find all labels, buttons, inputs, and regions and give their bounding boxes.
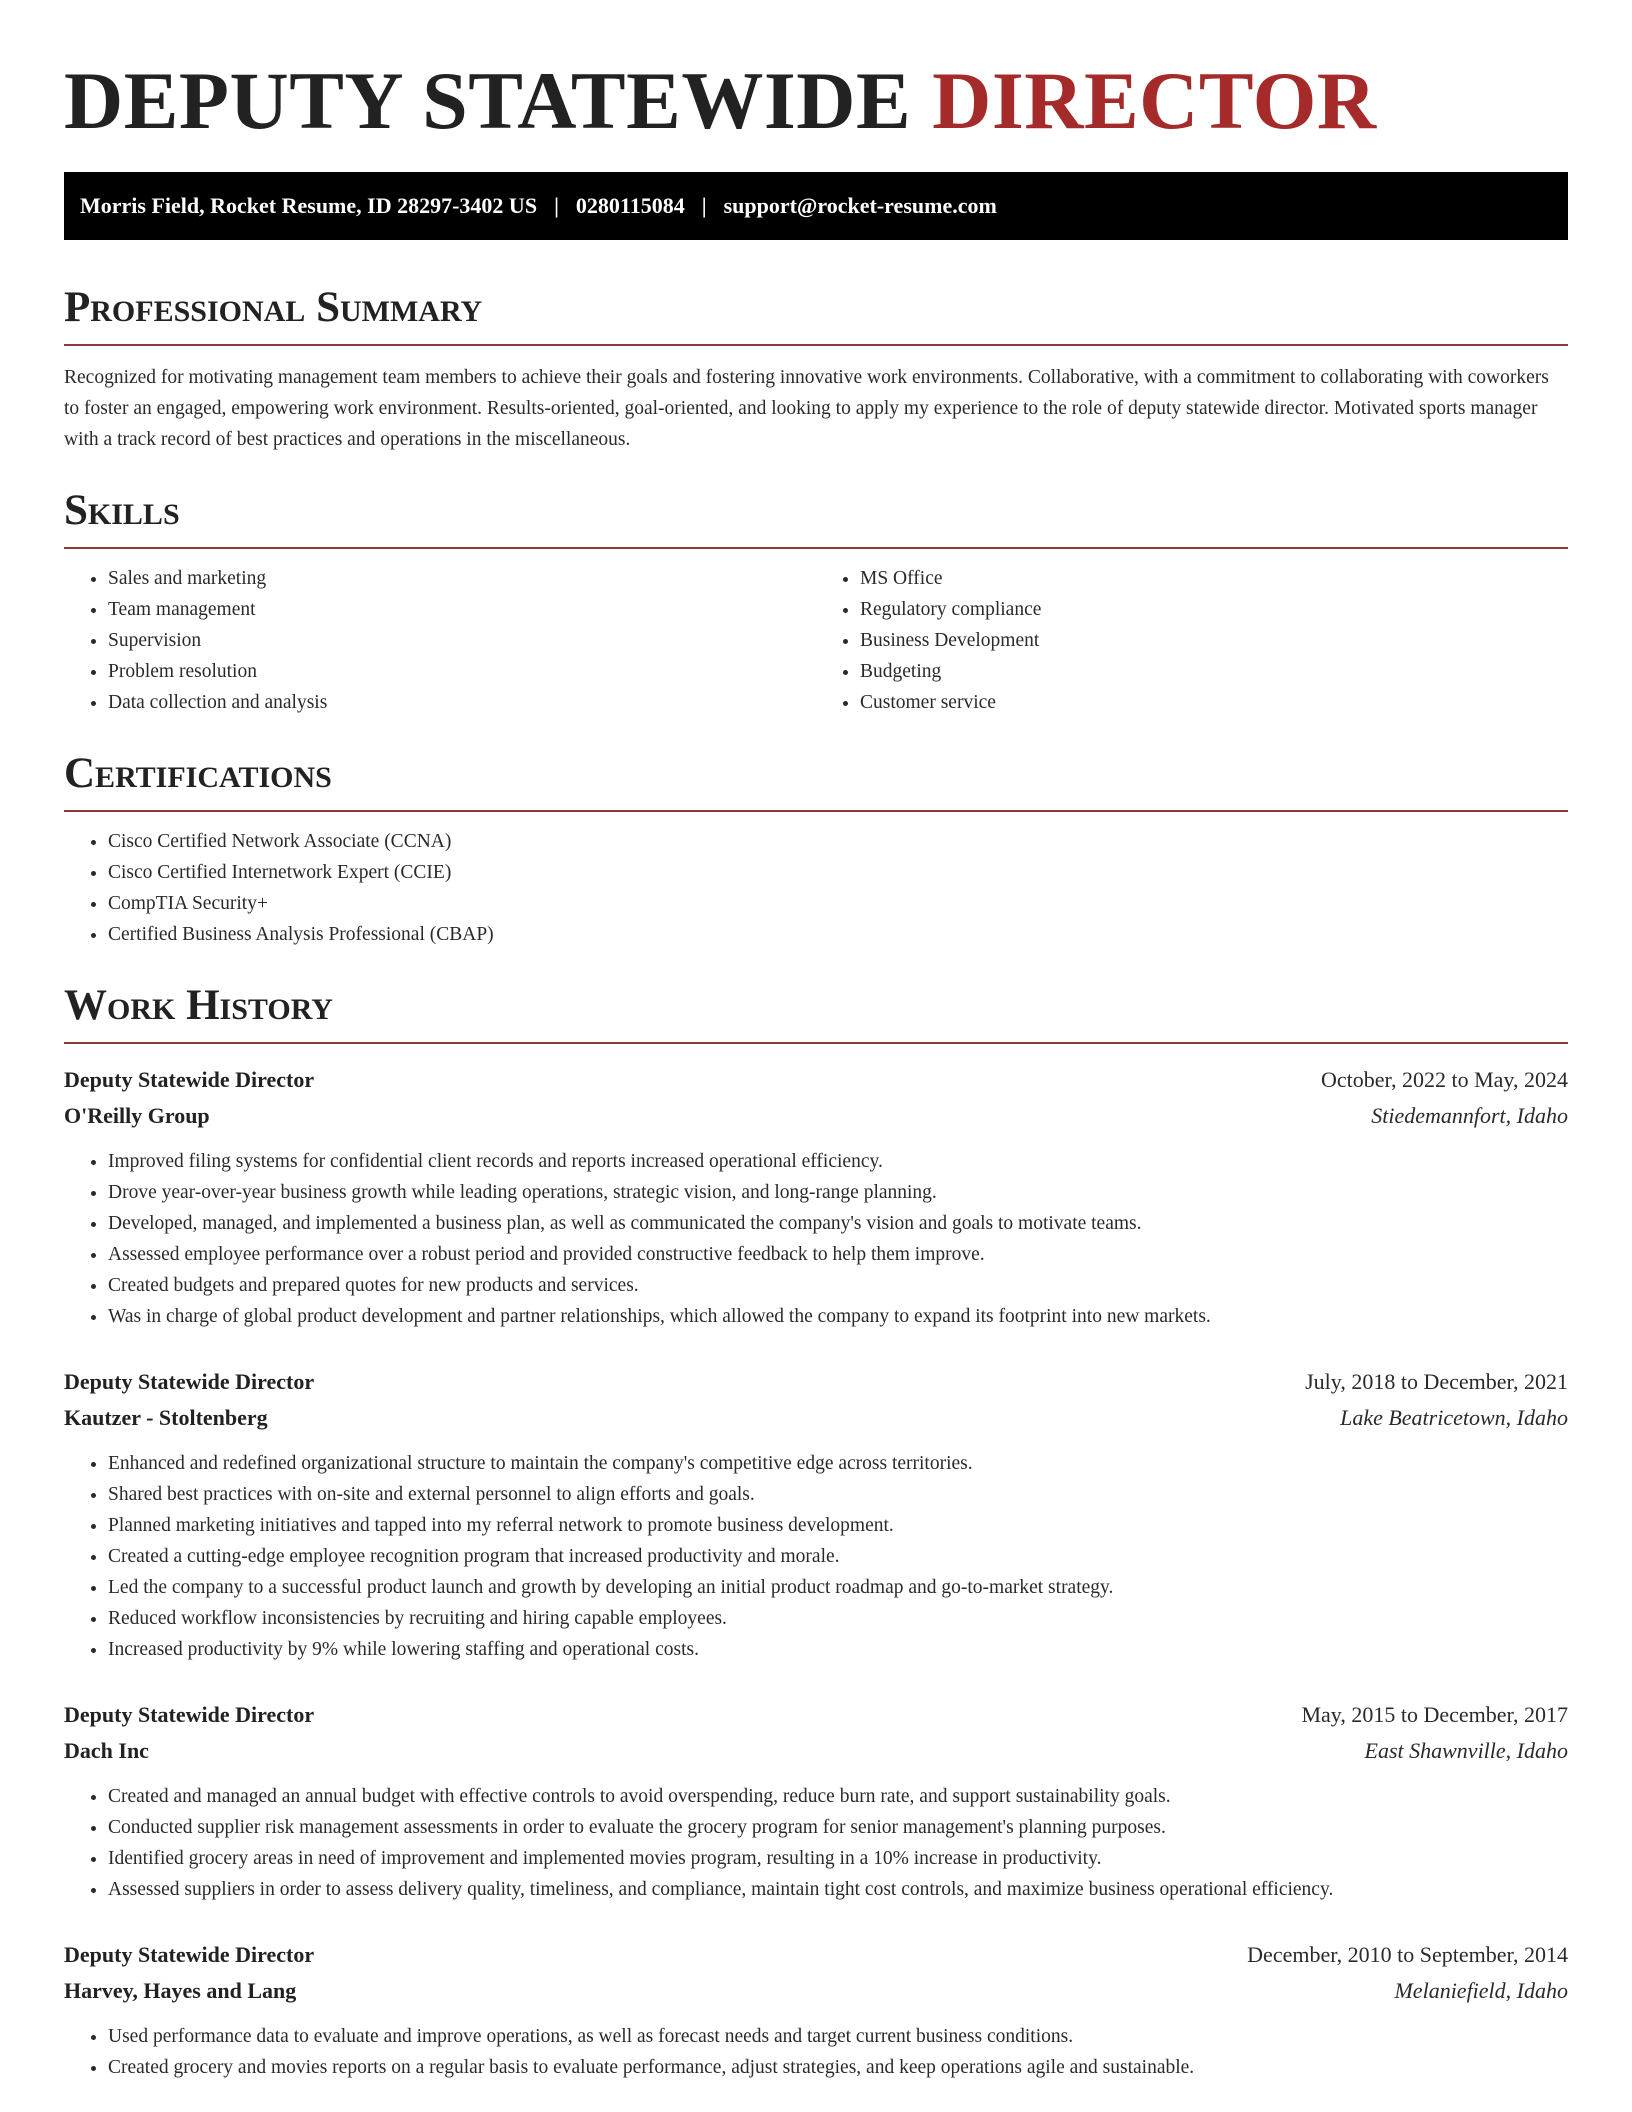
summary-section xyxy=(64,286,1568,455)
job-bullet: • Enhanced and redefined organizational structure to maintain the company's competitive edge across territories. xyxy=(108,1448,1568,1479)
job-bullet: • Used performance data to evaluate and improve operations, as well as forecast needs and target current business conditions. xyxy=(108,2021,1568,2052)
skill-item: • Regulatory compliance xyxy=(860,594,1568,625)
resume-title xyxy=(64,55,1568,146)
job-company: O'Reilly Group xyxy=(64,1103,210,1128)
skill-item: • Budgeting xyxy=(860,656,1568,687)
contact-separator: | xyxy=(701,193,707,218)
job-bullet: • Planned marketing initiatives and tapped into my referral network to promote business development. xyxy=(108,1510,1568,1541)
job-bullets xyxy=(64,1146,1568,1332)
contact-separator: | xyxy=(554,193,559,218)
contact-email: support@rocket-resume.com xyxy=(723,193,997,218)
job-entry xyxy=(64,1937,1568,2083)
skill-item: • MS Office xyxy=(860,563,1568,594)
job-bullet: • Led the company to a successful product launch and growth by developing an initial product roadmap and go-to-market strategy. xyxy=(108,1572,1568,1603)
job-entry xyxy=(64,1062,1568,1332)
job-bullet: • Created grocery and movies reports on a regular basis to evaluate performance, adjust strategies, and keep operations agile and sustainable. xyxy=(108,2052,1568,2083)
job-title: Deputy Statewide Director xyxy=(64,1369,315,1394)
job-bullet: • Created budgets and prepared quotes for new products and services. xyxy=(108,1270,1568,1301)
section-divider xyxy=(64,810,1568,812)
job-title-row xyxy=(64,1364,1568,1400)
contact-address: Morris Field, Rocket Resume, ID 28297-3402 US xyxy=(80,193,538,218)
work-history-section xyxy=(64,984,1568,2083)
job-company-row xyxy=(64,1098,1568,1134)
job-location: Melaniefield, Idaho xyxy=(1394,1978,1568,2003)
skill-item: • Sales and marketing xyxy=(108,563,816,594)
certification-item: • CompTIA Security+ xyxy=(108,888,1568,919)
job-title-row xyxy=(64,1937,1568,1973)
title-main: DEPUTY STATEWIDE xyxy=(64,55,912,146)
title-accent: DIRECTOR xyxy=(932,55,1377,146)
job-bullet: • Increased productivity by 9% while lowering staffing and operational costs. xyxy=(108,1634,1568,1665)
section-heading-summary: Professional Summary xyxy=(64,284,483,331)
job-bullet: • Improved filing systems for confidential client records and reports increased operational efficiency. xyxy=(108,1146,1568,1177)
summary-text: Recognized for motivating management team members to achieve their goals and fostering innovative work environments. Collaborative, with a commitment to collaborating with coworkers to foster an engaged, empowering work environment. Results-oriented, goal-oriented, and looking to apply my experience to the role of deputy statewide director. Motivated sports manager with a track record of best practices and operations in the miscellaneous. xyxy=(64,367,1549,450)
skills-section xyxy=(64,489,1568,718)
job-bullet: • Shared best practices with on-site and external personnel to align efforts and goals. xyxy=(108,1479,1568,1510)
section-heading-certifications: Certifications xyxy=(64,750,332,797)
job-bullets xyxy=(64,2021,1568,2083)
job-entry xyxy=(64,1364,1568,1665)
job-bullets xyxy=(64,1448,1568,1665)
section-divider xyxy=(64,344,1568,346)
certification-item: • Cisco Certified Internetwork Expert (CCIE) xyxy=(108,857,1568,888)
job-title-row xyxy=(64,1697,1568,1733)
job-title-row xyxy=(64,1062,1568,1098)
job-dates: May, 2015 to December, 2017 xyxy=(1301,1702,1568,1727)
section-heading-skills: Skills xyxy=(64,487,180,534)
job-entry xyxy=(64,1697,1568,1905)
job-title: Deputy Statewide Director xyxy=(64,1942,315,1967)
section-heading-work-history: Work History xyxy=(64,982,333,1029)
job-dates: October, 2022 to May, 2024 xyxy=(1321,1067,1568,1092)
skills-grid xyxy=(64,563,1568,718)
skill-item: • Problem resolution xyxy=(108,656,816,687)
job-title: Deputy Statewide Director xyxy=(64,1067,315,1092)
job-location: Lake Beatricetown, Idaho xyxy=(1340,1405,1568,1430)
contact-bar xyxy=(64,172,1568,240)
job-location: East Shawnville, Idaho xyxy=(1364,1738,1568,1763)
contact-phone: 0280115084 xyxy=(575,193,685,218)
job-company-row xyxy=(64,1733,1568,1769)
skills-list-right xyxy=(816,563,1568,718)
job-dates: December, 2010 to September, 2014 xyxy=(1247,1942,1568,1967)
job-bullet: • Developed, managed, and implemented a business plan, as well as communicated the company's vision and goals to motivate teams. xyxy=(108,1208,1568,1239)
job-bullet: • Assessed suppliers in order to assess delivery quality, timeliness, and compliance, maintain tight cost controls, and maximize business operational efficiency. xyxy=(108,1874,1568,1905)
skills-list-left xyxy=(64,563,816,718)
skill-item: • Team management xyxy=(108,594,816,625)
skill-item: • Business Development xyxy=(860,625,1568,656)
skill-item: • Supervision xyxy=(108,625,816,656)
job-bullets xyxy=(64,1781,1568,1905)
job-dates: July, 2018 to December, 2021 xyxy=(1305,1369,1568,1394)
certifications-list xyxy=(64,826,1568,950)
job-location: Stiedemannfort, Idaho xyxy=(1371,1103,1568,1128)
skill-item: • Customer service xyxy=(860,687,1568,718)
job-bullet: • Reduced workflow inconsistencies by recruiting and hiring capable employees. xyxy=(108,1603,1568,1634)
job-company-row xyxy=(64,1400,1568,1436)
job-bullet: • Assessed employee performance over a robust period and provided constructive feedback to help them improve. xyxy=(108,1239,1568,1270)
job-bullet: • Created a cutting-edge employee recognition program that increased productivity and morale. xyxy=(108,1541,1568,1572)
section-divider xyxy=(64,1042,1568,1044)
job-bullet: • Conducted supplier risk management assessments in order to evaluate the grocery program for senior management's planning purposes. xyxy=(108,1812,1568,1843)
job-title: Deputy Statewide Director xyxy=(64,1702,315,1727)
job-bullet: • Was in charge of global product development and partner relationships, which allowed the company to expand its footprint into new markets. xyxy=(108,1301,1568,1332)
certifications-section xyxy=(64,752,1568,950)
job-bullet: • Created and managed an annual budget with effective controls to avoid overspending, reduce burn rate, and support sustainability goals. xyxy=(108,1781,1568,1812)
job-company: Kautzer - Stoltenberg xyxy=(64,1405,268,1430)
skill-item: • Data collection and analysis xyxy=(108,687,816,718)
job-bullet: • Drove year-over-year business growth while leading operations, strategic vision, and long-range planning. xyxy=(108,1177,1568,1208)
certification-item: • Certified Business Analysis Professional (CBAP) xyxy=(108,919,1568,950)
job-company: Harvey, Hayes and Lang xyxy=(64,1978,297,2003)
section-divider xyxy=(64,547,1568,549)
job-bullet: • Identified grocery areas in need of improvement and implemented movies program, resulting in a 10% increase in productivity. xyxy=(108,1843,1568,1874)
certification-item: • Cisco Certified Network Associate (CCNA) xyxy=(108,826,1568,857)
job-company: Dach Inc xyxy=(64,1738,149,1763)
job-company-row xyxy=(64,1973,1568,2009)
